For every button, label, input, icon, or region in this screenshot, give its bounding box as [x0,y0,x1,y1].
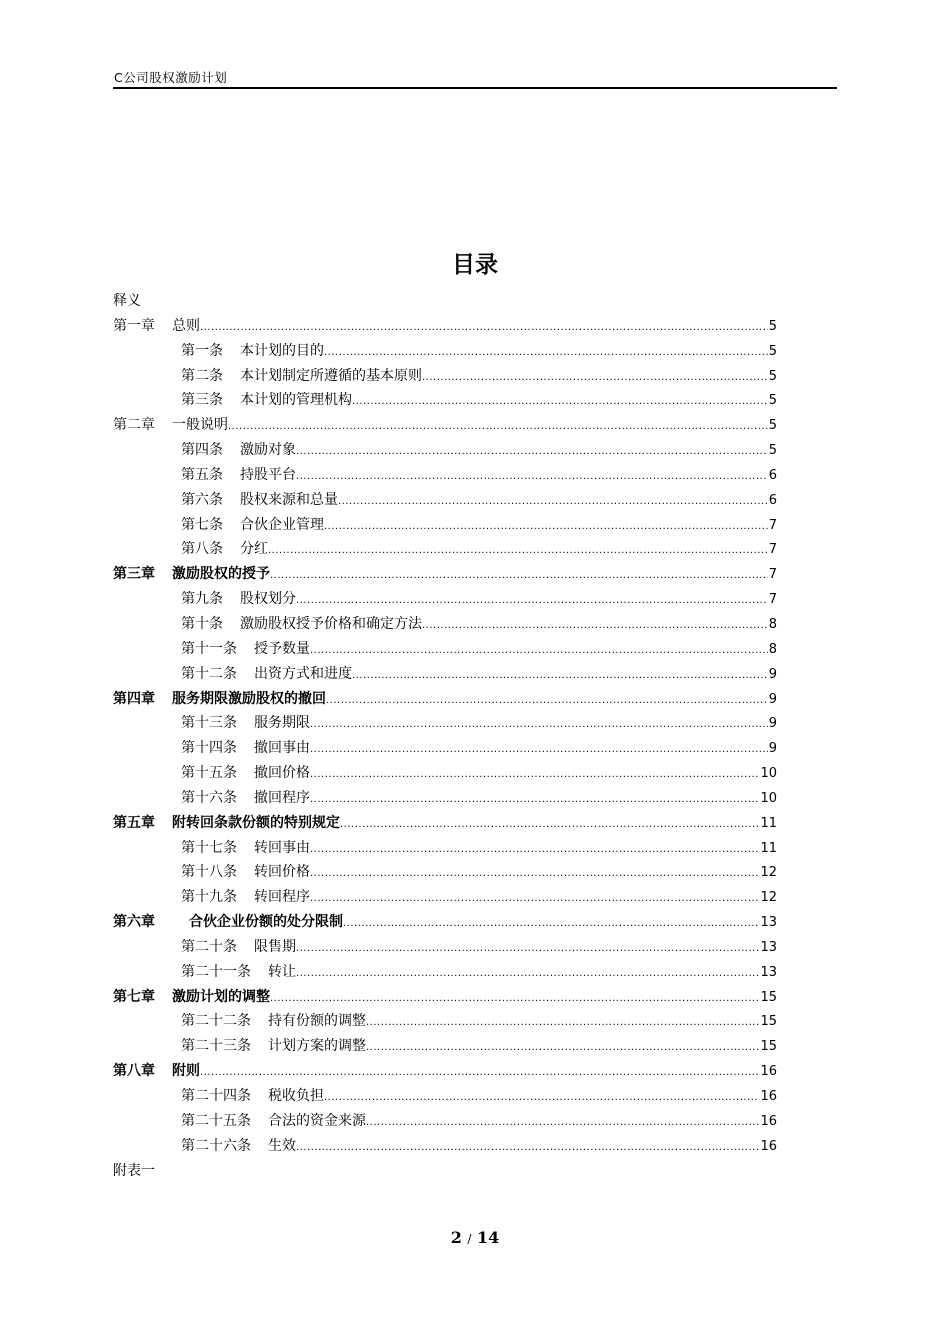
toc-entry-text: 股权划分 [240,591,296,608]
toc-article-entry[interactable] [113,388,777,413]
dot-leader [352,664,768,689]
toc-article-entry[interactable] [113,960,777,985]
toc-entry-number: 第一章 [113,317,155,334]
toc-entry-number: 第二十五条 [181,1112,251,1129]
toc-chapter-entry[interactable] [113,687,777,712]
toc-article-entry[interactable] [113,339,777,364]
toc-entry-number: 第二条 [181,367,223,384]
toc-article-entry[interactable] [113,1034,777,1059]
toc-article-entry[interactable] [113,736,777,761]
toc-entry-text: 持股平台 [240,466,296,483]
toc-entry-number: 第三章 [113,566,155,583]
toc-chapter-entry[interactable] [113,289,777,314]
dot-leader [324,515,768,540]
toc-entry-text: 转回事由 [254,839,310,856]
toc-entry-text: 服务期限 [254,715,310,732]
dot-leader [366,1011,759,1036]
toc-entry-text: 一般说明 [172,417,228,434]
toc-article-entry[interactable] [113,438,777,463]
toc-article-entry[interactable] [113,1134,777,1159]
toc-entry-text: 附则 [172,1063,200,1080]
toc-chapter-entry[interactable] [113,314,777,339]
toc-entry-page: 11 [760,840,777,856]
page-current: 2 [450,1228,462,1247]
toc-entry-page: 10 [760,766,777,782]
toc-entry-page: 9 [768,691,777,707]
dot-leader [422,366,768,391]
toc-article-entry[interactable] [113,463,777,488]
dot-leader [326,689,768,714]
dot-leader [200,316,768,341]
toc-entry-page: 11 [760,815,777,831]
toc-chapter-entry[interactable] [113,562,777,587]
dot-leader [352,390,768,415]
toc-entry-number: 第二十四条 [181,1088,251,1104]
header-rule [113,87,837,89]
toc-entry-text: 转让 [268,963,296,980]
dot-leader [296,465,768,490]
toc-entry-text: 服务期限激励股权的撤回 [172,690,326,707]
page-total: 14 [477,1228,500,1247]
toc-entry-page: 12 [760,890,777,906]
toc-entry-text: 本计划制定所遵循的基本原则 [240,367,422,384]
toc-article-entry[interactable] [113,637,777,662]
toc-entry-text: 合法的资金来源 [268,1112,366,1129]
toc-entry-number: 第九条 [181,591,223,608]
dot-leader [310,788,759,813]
running-header: C公司股权激励计划 [114,70,228,85]
toc-article-entry[interactable] [113,860,777,885]
toc-entry-number: 第十五条 [181,765,237,782]
toc-entry-number: 第十八条 [181,864,237,881]
toc-entry-page: 15 [760,1014,777,1030]
toc-entry-number: 第十六条 [181,789,237,806]
toc-article-entry[interactable] [113,537,777,562]
dot-leader [340,813,759,838]
dot-leader [310,763,759,788]
dot-leader [296,937,759,962]
toc-entry-number: 第二十六条 [181,1137,251,1154]
dot-leader [270,987,759,1012]
toc-entry-page: 5 [768,393,777,409]
toc-entry-page: 7 [768,592,777,608]
toc-article-entry[interactable] [113,885,777,910]
toc-chapter-entry[interactable] [113,985,777,1010]
toc-article-entry[interactable] [113,935,777,960]
toc-entry-number: 第五条 [181,466,223,483]
toc-entry-text: 激励股权授予价格和确定方法 [240,615,422,632]
toc-entry-text: 生效 [268,1137,296,1154]
toc-entry-number: 第七章 [113,988,155,1005]
dot-leader [324,1086,759,1111]
dot-leader [310,713,768,738]
dot-leader [200,1061,759,1086]
toc-entry-page: 7 [768,517,777,533]
toc-entry-text: 持有份额的调整 [268,1013,366,1030]
toc-entry-number: 第十二条 [181,665,237,682]
toc-entry-text: 撤回事由 [254,740,310,757]
dot-leader [343,912,759,937]
toc-entry-text: 激励对象 [240,442,296,459]
toc-entry-page: 9 [768,716,777,732]
toc-entry-text: 合伙企业管理 [240,516,324,533]
toc-chapter-entry[interactable] [113,811,777,836]
toc-entry-page: 9 [768,741,777,757]
toc-entry-page: 9 [768,666,777,682]
toc-entry-page: 5 [768,318,777,334]
toc-article-entry[interactable] [113,488,777,513]
dot-leader [366,1036,759,1061]
toc-article-entry[interactable] [113,711,777,736]
table-of-contents [113,289,777,1183]
toc-entry-text: 附转回条款份额的特别规定 [172,814,340,831]
toc-entry-page: 8 [768,641,777,657]
toc-entry-page: 5 [768,343,777,359]
dot-leader [296,589,768,614]
toc-entry-text: 税收负担 [268,1088,324,1104]
toc-entry-number: 第二章 [113,417,155,434]
toc-entry-text: 撤回价格 [254,765,310,782]
dot-leader [268,539,768,564]
toc-chapter-entry[interactable] [113,910,777,935]
toc-entry-page: 7 [768,542,777,558]
toc-entry-text: 合伙企业份额的处分限制 [189,914,343,931]
toc-entry-page: 13 [760,939,777,955]
toc-entry-page: 16 [760,1064,777,1080]
toc-entry-page: 10 [760,790,777,806]
toc-entry-number: 第一条 [181,342,223,359]
toc-entry-page: 15 [760,989,777,1005]
toc-entry-text: 释义 [113,293,141,309]
toc-entry-text: 计划方案的调整 [268,1038,366,1055]
toc-entry-page: 13 [760,964,777,980]
dot-leader [296,962,759,987]
toc-entry-text: 出资方式和进度 [254,665,352,682]
toc-entry-page: 7 [768,567,777,583]
toc-entry-page: 5 [768,418,777,434]
toc-entry-page: 16 [760,1089,777,1104]
toc-entry-number: 第二十一条 [181,963,251,980]
toc-entry-number: 第二十三条 [181,1038,251,1055]
toc-entry-number: 第十一条 [181,640,237,657]
dot-leader [422,614,768,639]
toc-entry-number: 第五章 [113,814,155,831]
dot-leader [338,490,768,515]
toc-chapter-entry[interactable] [113,413,777,438]
toc-article-entry[interactable] [113,364,777,389]
toc-entry-text: 总则 [172,317,200,334]
toc-entry-text: 转回程序 [254,889,310,906]
toc-entry-number: 第二十二条 [181,1013,251,1030]
toc-article-entry[interactable] [113,836,777,861]
toc-entry-number: 第十条 [181,615,223,632]
toc-entry-text: 授予数量 [254,640,310,657]
dot-leader [310,887,759,912]
toc-entry-text: 激励计划的调整 [172,988,270,1005]
page-separator: / [467,1232,472,1246]
toc-entry-text: 分红 [240,541,268,558]
toc-entry-number: 第四条 [181,442,223,459]
toc-article-entry[interactable] [113,1109,777,1134]
toc-article-entry[interactable] [113,662,777,687]
dot-leader [310,838,759,863]
toc-entry-number: 第二十条 [181,938,237,955]
toc-entry-number: 第十三条 [181,715,237,732]
dot-leader [310,639,768,664]
toc-entry-number: 第八条 [181,541,223,558]
toc-entry-page: 13 [760,915,777,931]
toc-entry-text: 本计划的管理机构 [240,392,352,409]
toc-entry-page: 6 [768,467,777,483]
toc-entry-number: 第三条 [181,392,223,409]
toc-entry-page: 6 [768,492,777,508]
toc-entry-text: 转回价格 [254,864,310,881]
toc-entry-page: 16 [760,1113,777,1129]
toc-entry-number: 第四章 [113,690,155,707]
toc-entry-number: 第十四条 [181,740,237,757]
toc-entry-text: 激励股权的授予 [172,566,270,583]
toc-entry-text: 附表一 [113,1162,155,1179]
toc-entry-page: 15 [760,1039,777,1055]
toc-entry-page: 8 [768,616,777,632]
toc-entry-page: 5 [768,368,777,384]
toc-entry-text: 限售期 [254,938,296,955]
page-number [0,1228,950,1247]
toc-title: 目录 [452,252,498,278]
toc-article-entry[interactable] [113,786,777,811]
toc-article-entry[interactable] [113,1009,777,1034]
toc-entry-number: 第七条 [181,516,223,533]
dot-leader [228,415,768,440]
toc-chapter-entry[interactable] [113,1059,777,1084]
toc-entry-number: 第六条 [181,491,223,508]
toc-article-entry[interactable] [113,1084,777,1109]
toc-entry-number: 第八章 [113,1063,155,1080]
toc-entry-page: 12 [760,865,777,881]
toc-entry-page: 16 [760,1138,777,1154]
toc-entry-text: 股权来源和总量 [240,491,338,508]
toc-entry-text: 本计划的目的 [240,342,324,359]
toc-entry-number: 第十七条 [181,839,237,856]
toc-entry-text: 撤回程序 [254,789,310,806]
toc-entry-number: 第十九条 [181,889,237,906]
toc-entry-number: 第六章 [113,914,155,931]
toc-chapter-entry[interactable] [113,1159,777,1184]
toc-article-entry[interactable] [113,612,777,637]
toc-article-entry[interactable] [113,587,777,612]
dot-leader [310,862,759,887]
dot-leader [296,1136,759,1161]
toc-entry-page: 5 [768,443,777,459]
dot-leader [270,564,768,589]
dot-leader [296,440,768,465]
dot-leader [366,1111,759,1136]
toc-article-entry[interactable] [113,761,777,786]
toc-article-entry[interactable] [113,513,777,538]
dot-leader [324,341,768,366]
dot-leader [310,738,768,763]
